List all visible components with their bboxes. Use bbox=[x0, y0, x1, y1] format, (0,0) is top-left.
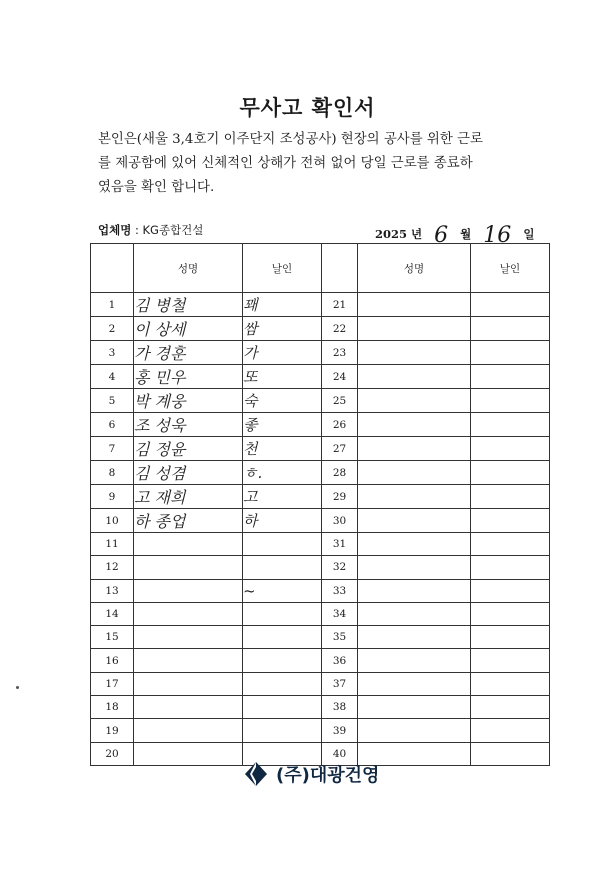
row-number-right: 22 bbox=[322, 317, 358, 341]
worker-seal-empty bbox=[471, 509, 550, 533]
worker-name-signature: 이 상세 bbox=[134, 317, 243, 341]
date-year: 2025 bbox=[375, 227, 408, 241]
worker-name-signature: 김 정윤 bbox=[134, 437, 243, 461]
worker-name-empty bbox=[358, 293, 471, 317]
table-row bbox=[91, 293, 550, 317]
table-row bbox=[91, 626, 550, 649]
row-number-right: 38 bbox=[322, 696, 358, 719]
worker-name-signature bbox=[134, 742, 243, 765]
worker-name-signature: 고 재희 bbox=[134, 485, 243, 509]
worker-seal-empty bbox=[471, 696, 550, 719]
table-row bbox=[91, 413, 550, 437]
worker-name-signature bbox=[134, 579, 243, 602]
table-row bbox=[91, 461, 550, 485]
row-number-left: 20 bbox=[91, 742, 134, 765]
worker-seal-signature: 또 bbox=[243, 365, 322, 389]
table-row bbox=[91, 485, 550, 509]
worker-seal-signature: 숙 bbox=[243, 389, 322, 413]
worker-name-signature: 홍 민우 bbox=[134, 365, 243, 389]
header-name-right: 성명 bbox=[358, 244, 471, 293]
worker-name-empty bbox=[358, 413, 471, 437]
row-number-left: 3 bbox=[91, 341, 134, 365]
row-number-left: 13 bbox=[91, 579, 134, 602]
table-row bbox=[91, 341, 550, 365]
worker-name-signature bbox=[134, 719, 243, 742]
row-number-right: 35 bbox=[322, 626, 358, 649]
worker-seal-signature bbox=[243, 626, 322, 649]
worker-seal-empty bbox=[471, 533, 550, 556]
document-title: 무사고 확인서 bbox=[239, 95, 376, 120]
scan-speck bbox=[16, 686, 19, 689]
row-number-right: 32 bbox=[322, 556, 358, 579]
worker-seal-signature: 쌈 bbox=[243, 317, 322, 341]
worker-seal-empty bbox=[471, 626, 550, 649]
row-number-left: 19 bbox=[91, 719, 134, 742]
row-number-right: 24 bbox=[322, 365, 358, 389]
company-value: : KG종합건설 bbox=[134, 223, 204, 237]
company-label: 업체명 bbox=[98, 223, 132, 237]
worker-name-empty bbox=[358, 437, 471, 461]
row-number-right: 29 bbox=[322, 485, 358, 509]
worker-name-signature bbox=[134, 696, 243, 719]
worker-seal-signature bbox=[243, 696, 322, 719]
worker-name-empty bbox=[358, 317, 471, 341]
row-number-right: 26 bbox=[322, 413, 358, 437]
worker-name-signature: 박 계웅 bbox=[134, 389, 243, 413]
statement-text bbox=[98, 128, 553, 200]
table-row bbox=[91, 602, 550, 625]
company-brand-name: (주)대광건영 bbox=[276, 765, 380, 786]
worker-seal-signature: 하 bbox=[243, 509, 322, 533]
row-number-right: 34 bbox=[322, 602, 358, 625]
worker-name-empty bbox=[358, 461, 471, 485]
worker-seal-signature: 천 bbox=[243, 437, 322, 461]
table-row bbox=[91, 389, 550, 413]
worker-name-empty bbox=[358, 485, 471, 509]
worker-seal-signature bbox=[243, 719, 322, 742]
table-row bbox=[91, 437, 550, 461]
worker-name-empty bbox=[358, 341, 471, 365]
worker-seal-empty bbox=[471, 389, 550, 413]
row-number-left: 16 bbox=[91, 649, 134, 672]
worker-seal-empty bbox=[471, 742, 550, 765]
worker-seal-empty bbox=[471, 579, 550, 602]
worker-seal-empty bbox=[471, 365, 550, 389]
row-number-right: 30 bbox=[322, 509, 358, 533]
worker-name-empty bbox=[358, 602, 471, 625]
row-number-right: 21 bbox=[322, 293, 358, 317]
row-number-left: 5 bbox=[91, 389, 134, 413]
worker-name-empty bbox=[358, 579, 471, 602]
worker-seal-signature bbox=[243, 533, 322, 556]
row-number-left: 18 bbox=[91, 696, 134, 719]
worker-seal-empty bbox=[471, 556, 550, 579]
worker-name-signature: 김 성겸 bbox=[134, 461, 243, 485]
row-number-left: 4 bbox=[91, 365, 134, 389]
date-day: 16 bbox=[483, 223, 512, 248]
table-row bbox=[91, 365, 550, 389]
worker-name-empty bbox=[358, 626, 471, 649]
worker-name-signature bbox=[134, 626, 243, 649]
table-row bbox=[91, 649, 550, 672]
header-no-right bbox=[322, 244, 358, 293]
table-row bbox=[91, 556, 550, 579]
row-number-left: 12 bbox=[91, 556, 134, 579]
row-number-left: 1 bbox=[91, 293, 134, 317]
header-seal-left: 날인 bbox=[243, 244, 322, 293]
row-number-right: 23 bbox=[322, 341, 358, 365]
row-number-right: 28 bbox=[322, 461, 358, 485]
row-number-left: 15 bbox=[91, 626, 134, 649]
worker-name-empty bbox=[358, 649, 471, 672]
row-number-right: 39 bbox=[322, 719, 358, 742]
statement-line-3: 였음을 확인 합니다. bbox=[98, 180, 215, 195]
row-number-left: 8 bbox=[91, 461, 134, 485]
worker-name-empty bbox=[358, 719, 471, 742]
worker-name-signature bbox=[134, 533, 243, 556]
worker-seal-empty bbox=[471, 485, 550, 509]
header-no-left bbox=[91, 244, 134, 293]
worker-name-signature bbox=[134, 672, 243, 695]
worker-seal-empty bbox=[471, 413, 550, 437]
row-number-left: 11 bbox=[91, 533, 134, 556]
worker-name-empty bbox=[358, 672, 471, 695]
worker-name-empty bbox=[358, 533, 471, 556]
row-number-right: 31 bbox=[322, 533, 358, 556]
worker-seal-signature: 좋 bbox=[243, 413, 322, 437]
row-number-left: 9 bbox=[91, 485, 134, 509]
row-number-left: 6 bbox=[91, 413, 134, 437]
table-row bbox=[91, 696, 550, 719]
statement-line-1: 본인은(새울 3,4호기 이주단지 조성공사) 현장의 공사를 위한 근로 bbox=[98, 132, 483, 147]
worker-seal-empty bbox=[471, 437, 550, 461]
worker-name-signature: 가 경훈 bbox=[134, 341, 243, 365]
worker-seal-signature: 꽤 bbox=[243, 293, 322, 317]
header-seal-right: 날인 bbox=[471, 244, 550, 293]
worker-name-signature: 하 종업 bbox=[134, 509, 243, 533]
date-field bbox=[375, 219, 535, 248]
row-number-left: 17 bbox=[91, 672, 134, 695]
worker-name-empty bbox=[358, 365, 471, 389]
row-number-right: 37 bbox=[322, 672, 358, 695]
worker-seal-empty bbox=[471, 672, 550, 695]
worker-name-signature: 조 성욱 bbox=[134, 413, 243, 437]
statement-line-2: 를 제공함에 있어 신체적인 상해가 전혀 없어 당일 근로를 종료하 bbox=[98, 156, 473, 171]
date-year-unit: 년 bbox=[411, 227, 423, 241]
worker-seal-empty bbox=[471, 461, 550, 485]
attendance-table bbox=[90, 243, 550, 766]
row-number-right: 27 bbox=[322, 437, 358, 461]
worker-seal-signature bbox=[243, 672, 322, 695]
row-number-left: 14 bbox=[91, 602, 134, 625]
worker-seal-empty bbox=[471, 602, 550, 625]
worker-name-empty bbox=[358, 556, 471, 579]
worker-seal-empty bbox=[471, 719, 550, 742]
row-number-right: 40 bbox=[322, 742, 358, 765]
row-number-left: 10 bbox=[91, 509, 134, 533]
worker-seal-signature bbox=[243, 602, 322, 625]
table-row bbox=[91, 509, 550, 533]
row-number-right: 25 bbox=[322, 389, 358, 413]
date-day-unit: 일 bbox=[523, 227, 535, 241]
date-month: 6 bbox=[434, 223, 449, 248]
table-row bbox=[91, 317, 550, 341]
table-row bbox=[91, 672, 550, 695]
worker-seal-empty bbox=[471, 293, 550, 317]
row-number-left: 7 bbox=[91, 437, 134, 461]
row-number-right: 36 bbox=[322, 649, 358, 672]
worker-name-signature bbox=[134, 649, 243, 672]
worker-seal-signature bbox=[243, 649, 322, 672]
worker-seal-signature: 고 bbox=[243, 485, 322, 509]
table-header-row bbox=[91, 244, 550, 293]
worker-seal-empty bbox=[471, 317, 550, 341]
table-row bbox=[91, 533, 550, 556]
company-logo-icon bbox=[244, 761, 268, 787]
row-number-left: 2 bbox=[91, 317, 134, 341]
worker-name-signature bbox=[134, 556, 243, 579]
table-row bbox=[91, 719, 550, 742]
worker-seal-empty bbox=[471, 649, 550, 672]
date-month-unit: 월 bbox=[460, 227, 472, 241]
worker-name-empty bbox=[358, 509, 471, 533]
worker-seal-signature bbox=[243, 556, 322, 579]
worker-seal-empty bbox=[471, 341, 550, 365]
company-footer bbox=[244, 761, 379, 787]
row-number-right: 33 bbox=[322, 579, 358, 602]
worker-seal-signature: ㅎ. bbox=[243, 461, 322, 485]
worker-name-signature: 김 병철 bbox=[134, 293, 243, 317]
company-field bbox=[98, 222, 203, 238]
worker-name-empty bbox=[358, 696, 471, 719]
worker-name-signature bbox=[134, 602, 243, 625]
worker-seal-signature: ~ bbox=[243, 579, 322, 602]
table-row bbox=[91, 579, 550, 602]
worker-name-empty bbox=[358, 389, 471, 413]
header-name-left: 성명 bbox=[134, 244, 243, 293]
worker-seal-signature: 가 bbox=[243, 341, 322, 365]
